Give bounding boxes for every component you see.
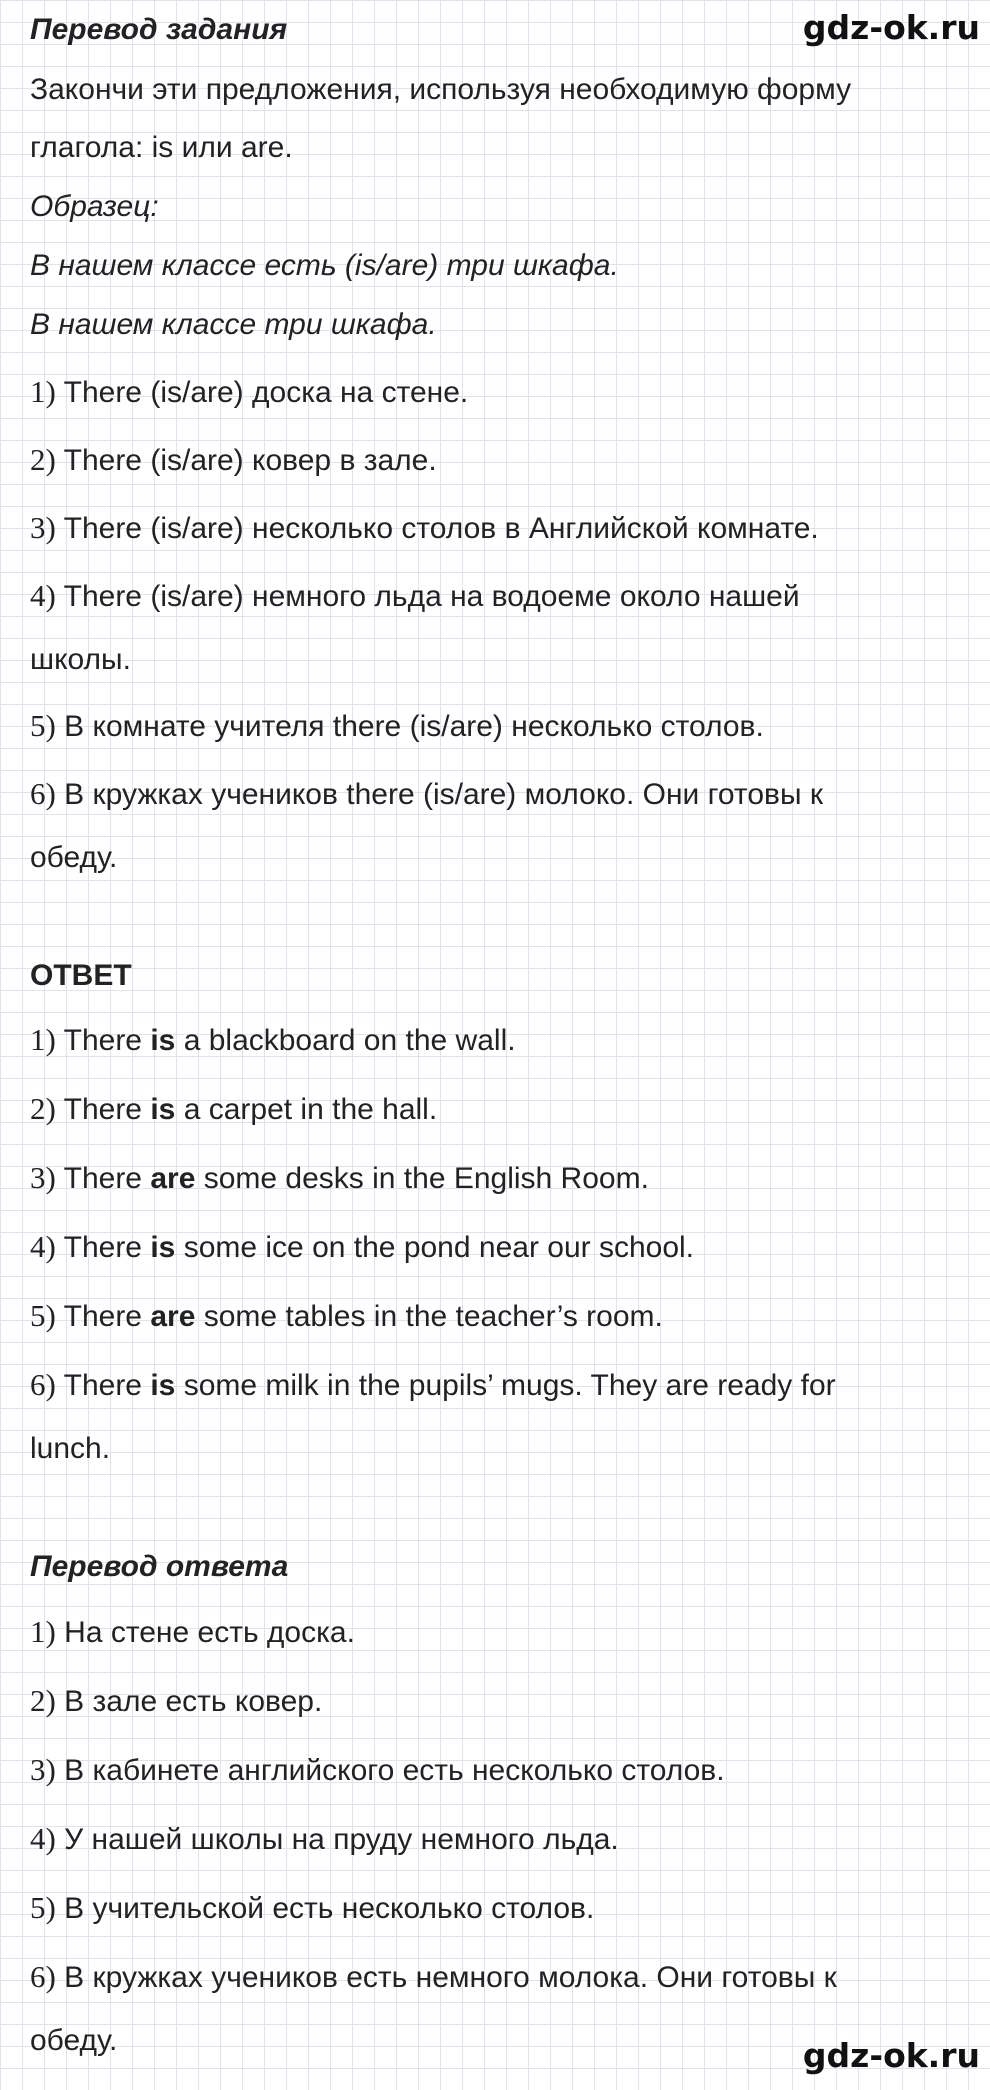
answer-heading: ОТВЕТ [30, 959, 132, 992]
translation-item-2 [30, 1681, 960, 1722]
item-text-after: a carpet in the hall. [175, 1093, 438, 1126]
item-text-before: There [55, 1231, 151, 1264]
item-number: 4) [30, 1229, 56, 1264]
answer-item-6 [30, 1365, 960, 1406]
item-text-after: some milk in the pupils’ mugs. They are ready for [175, 1369, 836, 1402]
task-item-5 [30, 706, 960, 747]
task-item-2 [30, 440, 960, 481]
task-item-6-continuation: обеду. [30, 841, 118, 874]
translation-item-5 [30, 1888, 960, 1929]
item-text: На стене есть доска. [55, 1616, 355, 1649]
answer-verb: is [150, 1024, 176, 1057]
answer-item-4 [30, 1227, 960, 1268]
task-item-3 [30, 508, 960, 549]
task-instruction-line-2: глагола: is или are. [30, 131, 293, 164]
item-text: В кружках учеников there (is/are) молоко. Они готовы к [55, 778, 823, 811]
item-text: В учительской есть несколько столов. [55, 1892, 595, 1925]
answer-verb: are [150, 1162, 196, 1195]
item-text-before: There [55, 1162, 151, 1195]
item-number: 6) [30, 776, 56, 811]
answer-item-1 [30, 1020, 960, 1061]
translation-item-4 [30, 1819, 960, 1860]
item-text: В зале есть ковер. [55, 1685, 323, 1718]
translation-item-6-continuation: обеду. [30, 2024, 118, 2057]
item-number: 6) [30, 1367, 56, 1402]
answer-verb: is [150, 1093, 176, 1126]
task-item-4-continuation: школы. [30, 643, 131, 676]
item-text-after: a blackboard on the wall. [175, 1024, 516, 1057]
item-text-before: There [55, 1300, 151, 1333]
item-text: У нашей школы на пруду немного льда. [55, 1823, 619, 1856]
item-number: 1) [30, 1022, 56, 1057]
item-text: There (is/are) несколько столов в Английской комнате. [55, 512, 819, 545]
task-heading: Перевод задания [30, 13, 288, 46]
item-text-after: some tables in the teacher’s room. [195, 1300, 663, 1333]
item-text-after: some ice on the pond near our school. [175, 1231, 695, 1264]
item-number: 1) [30, 1614, 56, 1649]
item-text: В комнате учителя there (is/are) несколько столов. [55, 710, 764, 743]
answer-item-5 [30, 1296, 960, 1337]
answer-item-2 [30, 1089, 960, 1130]
item-number: 1) [30, 374, 56, 409]
translation-heading: Перевод ответа [30, 1550, 289, 1583]
translation-item-6 [30, 1957, 960, 1998]
item-number: 2) [30, 442, 56, 477]
translation-item-3 [30, 1750, 960, 1791]
watermark-top: gdz-ok.ru [802, 8, 980, 47]
item-number: 4) [30, 578, 56, 613]
item-number: 5) [30, 1298, 56, 1333]
item-text: There (is/are) ковер в зале. [55, 444, 437, 477]
answer-item-6-continuation: lunch. [30, 1432, 111, 1465]
answer-verb: is [150, 1369, 176, 1402]
item-number: 3) [30, 1160, 56, 1195]
task-instruction-line-1: Закончи эти предложения, используя необходимую форму [30, 73, 852, 106]
item-text-before: There [55, 1369, 151, 1402]
item-number: 2) [30, 1091, 56, 1126]
item-number: 5) [30, 1890, 56, 1925]
watermark-bottom: gdz-ok.ru [802, 2036, 980, 2075]
answer-item-3 [30, 1158, 960, 1199]
item-text: There (is/are) доска на стене. [55, 376, 469, 409]
item-text: There (is/are) немного льда на водоеме около нашей [55, 580, 800, 613]
item-number: 2) [30, 1683, 56, 1718]
translation-item-1 [30, 1612, 960, 1653]
item-text-before: There [55, 1024, 151, 1057]
example-line-1: В нашем классе есть (is/are) три шкафа. [30, 249, 619, 282]
item-text-before: There [55, 1093, 151, 1126]
task-item-6 [30, 774, 960, 815]
task-item-4 [30, 576, 960, 617]
item-number: 6) [30, 1959, 56, 1994]
item-text: В кабинете английского есть несколько столов. [55, 1754, 725, 1787]
item-text: В кружках учеников есть немного молока. Они готовы к [55, 1961, 837, 1994]
example-label: Образец: [30, 190, 159, 223]
item-text-after: some desks in the English Room. [195, 1162, 649, 1195]
task-item-1 [30, 372, 960, 413]
example-line-2: В нашем классе три шкафа. [30, 308, 437, 341]
item-number: 3) [30, 1752, 56, 1787]
item-number: 4) [30, 1821, 56, 1856]
answer-verb: are [150, 1300, 196, 1333]
answer-verb: is [150, 1231, 176, 1264]
item-number: 5) [30, 708, 56, 743]
item-number: 3) [30, 510, 56, 545]
